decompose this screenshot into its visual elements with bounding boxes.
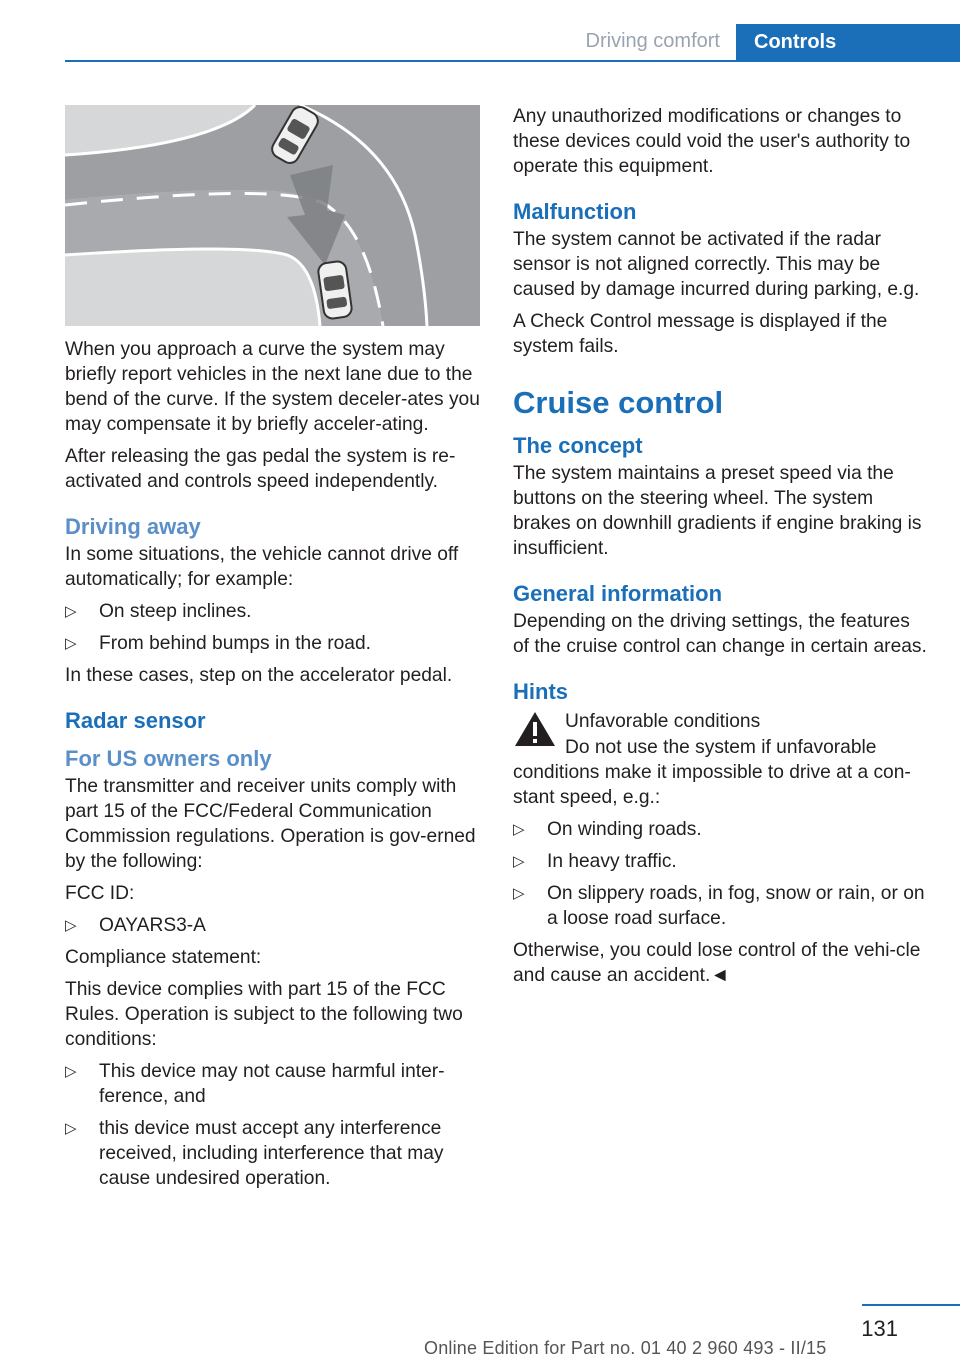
reactivation-paragraph: After releasing the gas pedal the system is re-activated and controls speed independently. [65,446,456,492]
concept-heading: The concept [513,433,643,458]
hint-list [513,817,929,931]
list-item: ▷ On winding roads. [513,819,702,840]
hint-outro: Otherwise, you could lose control of the vehi-cle and cause an accident.◄ [513,940,921,986]
hint-title: Unfavorable conditions [565,711,761,732]
concept-paragraph: The system maintains a preset speed via the buttons on the steering wheel. The system brakes on downhill gradients if engine braking is insufficient. [513,463,922,559]
malfunction-heading: Malfunction [513,199,637,224]
hints-heading: Hints [513,679,568,704]
list-item: ▷ In heavy traffic. [513,851,677,872]
compliance-label: Compliance statement: [65,947,262,968]
driving-away-list [65,599,481,656]
footer-rule [862,1304,960,1306]
radar-sensor-heading: Radar sensor [65,708,206,733]
curve-illustration [65,105,480,326]
list-item: ▷ OAYARS3-A [65,915,206,936]
driving-away-intro: In some situations, the vehicle cannot drive off automatically; for example: [65,544,459,590]
page-number: 131 [861,1316,898,1341]
triangle-bullet-icon: ▷ [65,635,77,652]
header-rule [65,60,960,62]
triangle-bullet-icon: ▷ [65,1063,77,1080]
fcc-id-list [65,913,481,938]
hint-paragraph: Do not use the system if unfavorable conditions make it impossible to drive at a con-stant speed, e.g.: [513,737,911,808]
driving-away-heading: Driving away [65,514,201,539]
us-owners-heading: For US owners only [65,746,272,771]
check-control-paragraph: A Check Control message is displayed if the system fails. [513,311,888,357]
compliance-text: This device complies with part 15 of the FCC Rules. Operation is subject to the following two conditions: [65,979,463,1050]
fcc-id-label: FCC ID: [65,883,135,904]
modifications-paragraph: Any unauthorized modifications or changes to these devices could void the user's authority to operate this equipment. [513,106,911,177]
triangle-bullet-icon: ▷ [513,821,525,838]
triangle-bullet-icon: ▷ [513,853,525,870]
triangle-bullet-icon: ▷ [513,885,525,902]
malfunction-paragraph: The system cannot be activated if the radar sensor is not aligned correctly. This may be caused by damage incurred during parking, e.g. [513,229,920,300]
fcc-paragraph: The transmitter and receiver units comply with part 15 of the FCC/Federal Communication Commission regulations. Operation is gov-erned by the following: [65,776,476,872]
left-column [65,337,481,1198]
list-item: ▷ On steep inclines. [65,601,252,622]
list-item: ▷ This device may not cause harmful inter-ference, and [65,1061,445,1107]
triangle-bullet-icon: ▷ [65,917,77,934]
general-info-heading: General information [513,581,723,606]
curve-paragraph: When you approach a curve the system may briefly report vehicles in the next lane due to the bend of the curve. If the system deceler-ates you may compensate it by briefly acceler-ating. [65,339,480,435]
right-column [513,104,929,995]
conditions-list [65,1059,481,1191]
header-section-label: Driving comfort [585,30,720,52]
edition-line: Online Edition for Part no. 01 40 2 960 493 - II/15 [424,1338,827,1358]
driving-away-outro: In these cases, step on the accelerator pedal. [65,665,453,686]
cruise-control-title: Cruise control [513,385,724,420]
triangle-bullet-icon: ▷ [65,1120,77,1137]
warning-triangle-icon [513,709,557,749]
list-item: ▷ this device must accept any interference received, including interference that may cause undesired operation. [65,1118,444,1189]
triangle-bullet-icon: ▷ [65,603,77,620]
list-item: ▷ From behind bumps in the road. [65,633,371,654]
list-item: ▷ On slippery roads, in fog, snow or rain, or on a loose road surface. [513,883,925,929]
general-info-paragraph: Depending on the driving settings, the features of the cruise control can change in certain areas. [513,611,927,657]
header-chapter-tab: Controls [736,24,960,62]
